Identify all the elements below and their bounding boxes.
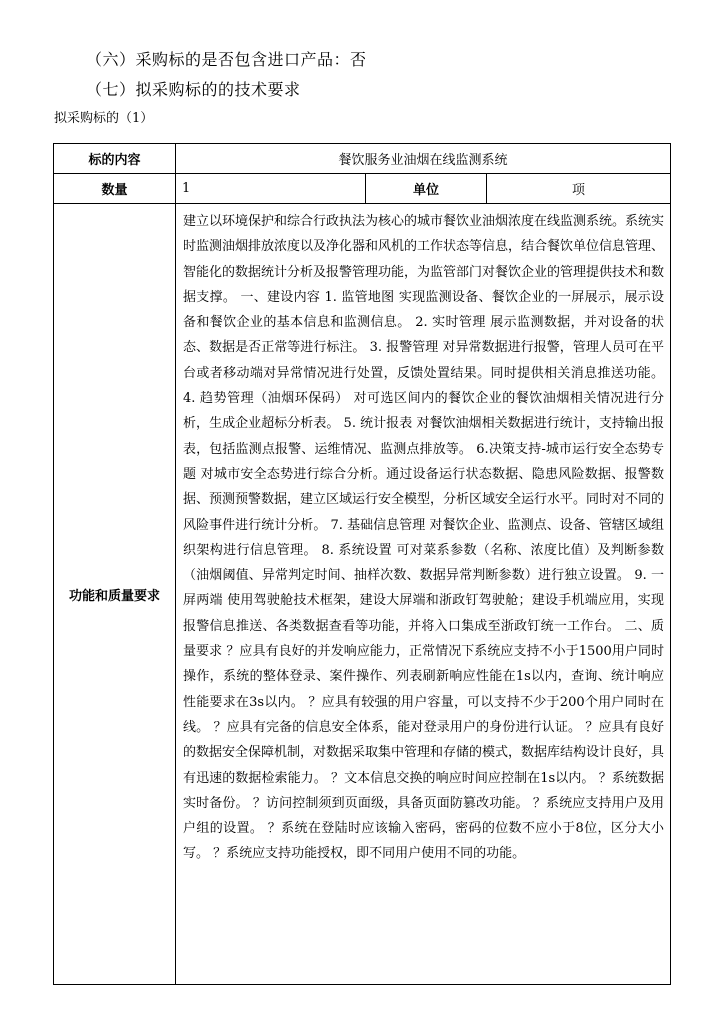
requirements-text: 建立以环境保护和综合行政执法为核心的城市餐饮业油烟浓度在线监测系统。系统实时监测油烟排放浓度以及净化器和风机的工作状态等信息，结合餐饮单位信息管理、智能化的数据统计分析及报警管理功能，为监管部门对餐饮企业的管理提供技术和数据支撑。 一、建设内容 1. 监管地图 实现监测设备、餐饮企业的一屏展示，展示设备和餐饮企业的基本信息和监测信息。 2. 实时管理 展示监测数据，并对设备的状态、数据是否正常等进行标注。 3. 报警管理 对异常数据进行报警，管理人员可在平台或者移动端对异常情况进行处置，反馈处置结果。同时提供相关消息推送功能。 4. 趋势管理（油烟环保码） 对可选区间内的餐饮企业的餐饮油烟相关情况进行分析，生成企业超标分析表。 5. 统计报表 对餐饮油烟相关数据进行统计，支持输出报表，包括监测点报警、运维情况、监测点排放等。 6.决策支持-城市运行安全态势专题 对城市安全态势进行综合分析。通过设备运行状态数据、隐患风险数据、报警数据、预测预警数据，建立区域运行安全模型，分析区域安全运行水平。同时对不同的风险事件进行统计分析。 7. 基础信息管理 对餐饮企业、监测点、设备、管辖区域组织架构进行信息管理。 8. 系统设置 可对菜系参数（名称、浓度比值）及判断参数（油烟阈值、异常判定时间、抽样次数、数据异常判断参数）进行独立设置。 9. 一屏两端 使用驾驶舱技术框架，建设大屏端和浙政钉驾驶舱；建设手机端应用，实现报警信息推送、各类数据查看等功能，并将入口集成至浙政钉统一工作台。 二、质量要求 ？应具有良好的并发响应能力，正常情况下系统应支持不小于1500用户同时操作，系统的整体登录、案件操作、列表刷新响应性能在1s以内，查询、统计响应性能要求在3s以内。 ？应具有较强的用户容量，可以支持不少于200个用户同时在线。 ？应具有完备的信息安全体系，能对登录用户的身份进行认证。 ？应具有良好的数据安全保障机制，对数据采取集中管理和存储的模式，数据库结构设计良好，具有迅速的数据检索能力。 ？文本信息交换的响应时间应控制在1s以内。 ？系统数据实时备份。 ？访问控制须到页面级，具备页面防篡改功能。 ？系统应支持用户及用户组的设置。 ？系统在登陆时应该输入密码，密码的位数不应小于8位，区分大小写。 ？系统应支持功能授权，即不同用户使用不同的功能。	[176, 204, 671, 985]
unit-value: 项	[487, 174, 671, 204]
table-row-subject	[54, 144, 671, 174]
table-row-requirements	[54, 204, 671, 985]
subheading-item-1: 拟采购标的（1）	[54, 111, 154, 126]
unit-label: 单位	[366, 174, 487, 204]
subject-value: 餐饮服务业油烟在线监测系统	[176, 144, 671, 174]
requirements-label: 功能和质量要求	[54, 204, 176, 985]
heading-imported-products: （六）采购标的是否包含进口产品：否	[86, 50, 367, 69]
subject-label: 标的内容	[54, 144, 176, 174]
quantity-value: 1	[176, 174, 366, 204]
quantity-label: 数量	[54, 174, 176, 204]
heading-technical-requirements: （七）拟采购标的的技术要求	[86, 80, 301, 99]
requirements-table	[53, 143, 671, 985]
table-row-quantity	[54, 174, 671, 204]
